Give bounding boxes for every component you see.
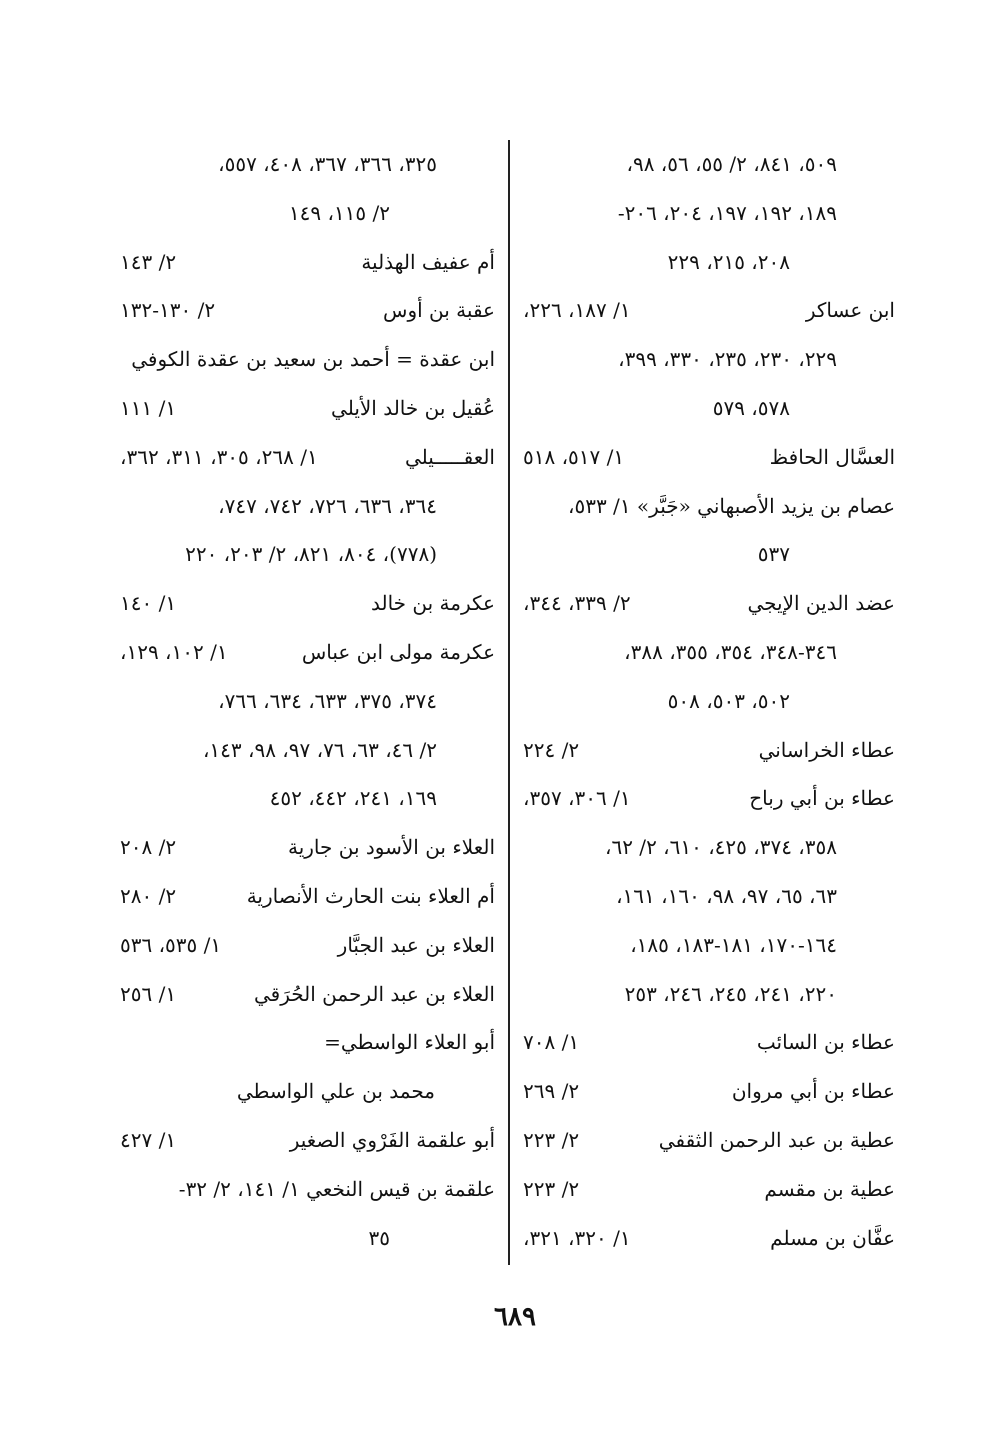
index-line — [120, 530, 495, 579]
index-entry-name: عكرمة بن خالد — [370, 591, 495, 616]
index-line-text: ٣٤٦-٣٤٨، ٣٥٤، ٣٥٥، ٣٨٨، — [624, 639, 837, 664]
index-line-text: ٣٧٤، ٣٧٥، ٦٣٣، ٦٣٤، ٧٦٦، — [218, 688, 437, 713]
index-line — [120, 1067, 495, 1116]
index-line — [523, 628, 895, 677]
column-divider — [508, 140, 510, 1265]
index-line-text: ٥٠٩، ٨٤١، ٢/ ٥٥، ٥٦، ٩٨، — [626, 152, 837, 176]
index-line — [523, 189, 895, 238]
index-line — [523, 1214, 895, 1263]
index-entry-name: عطاء بن أبي مروان — [731, 1079, 895, 1104]
index-line — [523, 1165, 895, 1214]
index-line-text: ٥٧٨، ٥٧٩ — [712, 395, 790, 420]
index-line — [120, 140, 495, 189]
index-line — [120, 189, 495, 238]
index-line-text: ١٦٩، ٢٤١، ٤٤٢، ٤٥٢ — [269, 786, 437, 811]
index-line — [120, 238, 495, 287]
index-entry-ref: ١/ ٧٠٨ — [523, 1030, 580, 1055]
index-entry-ref: ٢/ ٣٣٩، ٣٤٤، — [523, 591, 631, 616]
index-entry-ref: ١/ ٣٠٦، ٣٥٧، — [523, 786, 631, 811]
index-entry-ref: ٢/ ٢٠٨ — [120, 835, 177, 860]
index-entry-name: العلاء بن عبد الجبَّار — [337, 932, 495, 957]
index-line — [523, 1067, 895, 1116]
index-entry-name: عطية بن مقسم — [764, 1176, 895, 1201]
index-line — [523, 530, 895, 579]
index-line — [523, 726, 895, 775]
index-entry-name: عكرمة مولى ابن عباس — [301, 639, 495, 664]
index-line — [120, 677, 495, 726]
index-entry-name: عفَّان بن مسلم — [770, 1225, 895, 1250]
index-entry-name: أم عفيف الهذلية — [361, 249, 495, 274]
index-line-text: محمد بن علي الواسطي — [236, 1079, 435, 1104]
index-line — [120, 482, 495, 531]
index-line — [523, 482, 895, 531]
index-entry-ref: ٢/ ٢٨٠ — [120, 883, 177, 908]
page-number: ٦٨٩ — [494, 1302, 536, 1332]
index-line — [120, 1214, 495, 1263]
index-line — [523, 1018, 895, 1067]
index-entry-name: ابن عساكر — [805, 298, 895, 323]
index-line — [120, 335, 495, 384]
index-line — [523, 774, 895, 823]
index-line — [523, 970, 895, 1019]
index-line-text: ٢٢٠، ٢٤١، ٢٤٥، ٢٤٦، ٢٥٣ — [624, 981, 837, 1006]
index-entry-ref: ١/ ٤٢٧ — [120, 1127, 177, 1152]
index-entry-ref: ١/ ٢٦٨، ٣٠٥، ٣١١، ٣٦٢، — [120, 444, 318, 469]
index-line — [120, 921, 495, 970]
index-line — [523, 579, 895, 628]
index-line — [120, 286, 495, 335]
index-line-text: ٣٦٤، ٦٣٦، ٧٢٦، ٧٤٢، ٧٤٧، — [218, 493, 437, 518]
index-line — [120, 384, 495, 433]
index-line-text: ابن عقدة = أحمد بن سعيد بن عقدة الكوفي — [131, 347, 495, 372]
index-line — [120, 872, 495, 921]
index-line — [523, 433, 895, 482]
index-line — [120, 774, 495, 823]
index-entry-ref: ٢/ ١٣٠-١٣٢ — [120, 298, 216, 323]
index-line — [120, 1018, 495, 1067]
index-column-left — [120, 140, 495, 1262]
index-line-text: ٦٣، ٦٥، ٩٧، ٩٨، ١٦٠، ١٦١، — [616, 883, 837, 908]
index-entry-ref: ٢/ ٢٢٣ — [523, 1127, 580, 1152]
index-column-right — [523, 140, 895, 1262]
index-entry-ref: ١/ ٥١٧، ٥١٨ — [523, 444, 625, 469]
index-line-text: ١٨٩، ١٩٢، ١٩٧، ٢٠٤، ٢٠٦- — [617, 200, 837, 225]
index-line — [523, 335, 895, 384]
index-line — [523, 823, 895, 872]
index-line-text: ٢٢٩، ٢٣٠، ٢٣٥، ٣٣٠، ٣٩٩، — [618, 347, 837, 372]
index-entry-name: العسَّال الحافظ — [769, 444, 895, 469]
index-line — [120, 628, 495, 677]
index-entry-ref: ١/ ١١١ — [120, 395, 177, 420]
index-entry-ref: ١/ ٣٢٠، ٣٢١، — [523, 1225, 631, 1250]
index-line-text: ٥٠٢، ٥٠٣، ٥٠٨ — [667, 688, 790, 713]
index-line-text: ٣٢٥، ٣٦٦، ٣٦٧، ٤٠٨، ٥٥٧، — [218, 152, 437, 176]
index-entry-name: عطية بن عبد الرحمن الثقفي — [658, 1127, 895, 1152]
index-entry-ref: ١/ ٢٥٦ — [120, 981, 177, 1006]
index-line-text: ٣٥ — [368, 1225, 390, 1250]
index-entry-name: العقـــــيلي — [404, 444, 495, 469]
index-line — [523, 872, 895, 921]
index-line-text: ٥٣٧ — [757, 542, 790, 567]
index-line-text: ٢/ ١١٥، ١٤٩ — [288, 200, 390, 225]
index-entry-ref: ٢/ ٢٢٤ — [523, 737, 580, 762]
index-line-text: ٣٥٨، ٣٧٤، ٤٢٥، ٦١٠، ٢/ ٦٢، — [605, 835, 837, 860]
index-line — [120, 1165, 495, 1214]
index-entry-name: عطاء بن السائب — [756, 1030, 895, 1055]
index-line-text: أبو العلاء الواسطي= — [324, 1030, 495, 1055]
index-line-text: عصام بن يزيد الأصبهاني «جَبَّر» ١/ ٥٣٣، — [568, 493, 895, 518]
index-line — [120, 579, 495, 628]
index-line — [120, 970, 495, 1019]
index-line — [523, 921, 895, 970]
index-line — [120, 823, 495, 872]
index-line — [523, 384, 895, 433]
index-entry-ref: ٢/ ٢٦٩ — [523, 1079, 580, 1104]
index-line-text: ٢/ ٤٦، ٦٣، ٧٦، ٩٧، ٩٨، ١٤٣، — [202, 737, 437, 762]
index-line-text: (٧٧٨)، ٨٠٤، ٨٢١، ٢/ ٢٠٣، ٢٢٠ — [185, 542, 437, 567]
index-entry-ref: ١/ ١٠٢، ١٢٩، — [120, 639, 228, 664]
index-line-text: ٢٠٨، ٢١٥، ٢٢٩ — [667, 249, 790, 274]
index-entry-name: العلاء بن الأسود بن جارية — [287, 835, 495, 860]
index-entry-name: عطاء بن أبي رباح — [749, 786, 895, 811]
index-entry-name: عضد الدين الإيجي — [747, 591, 895, 616]
index-entry-name: عقبة بن أوس — [383, 298, 495, 323]
index-entry-name: أم العلاء بنت الحارث الأنصارية — [246, 883, 495, 908]
index-entry-name: عطاء الخراساني — [758, 737, 895, 762]
index-entry-name: أبو علقمة الفَرْوي الصغير — [289, 1127, 495, 1152]
index-entry-ref: ١/ ٥٣٥، ٥٣٦ — [120, 932, 222, 957]
index-line — [523, 1116, 895, 1165]
index-entry-ref: ١/ ١٨٧، ٢٢٦، — [523, 298, 631, 323]
index-line-text: ١٦٤-١٧٠، ١٨١-١٨٣، ١٨٥، — [630, 932, 837, 957]
index-entry-ref: ٢/ ١٤٣ — [120, 249, 177, 274]
index-line — [523, 286, 895, 335]
index-line — [120, 433, 495, 482]
index-line-text: علقمة بن قيس النخعي ١/ ١٤١، ٢/ ٣٢- — [178, 1176, 495, 1201]
index-entry-name: العلاء بن عبد الرحمن الحُرَقي — [254, 981, 495, 1006]
index-line — [120, 726, 495, 775]
index-line — [523, 677, 895, 726]
index-line — [523, 238, 895, 287]
index-line — [523, 140, 895, 189]
index-entry-ref: ١/ ١٤٠ — [120, 591, 177, 616]
index-line — [120, 1116, 495, 1165]
index-entry-ref: ٢/ ٢٢٣ — [523, 1176, 580, 1201]
index-entry-name: عُقيل بن خالد الأيلي — [331, 395, 495, 420]
